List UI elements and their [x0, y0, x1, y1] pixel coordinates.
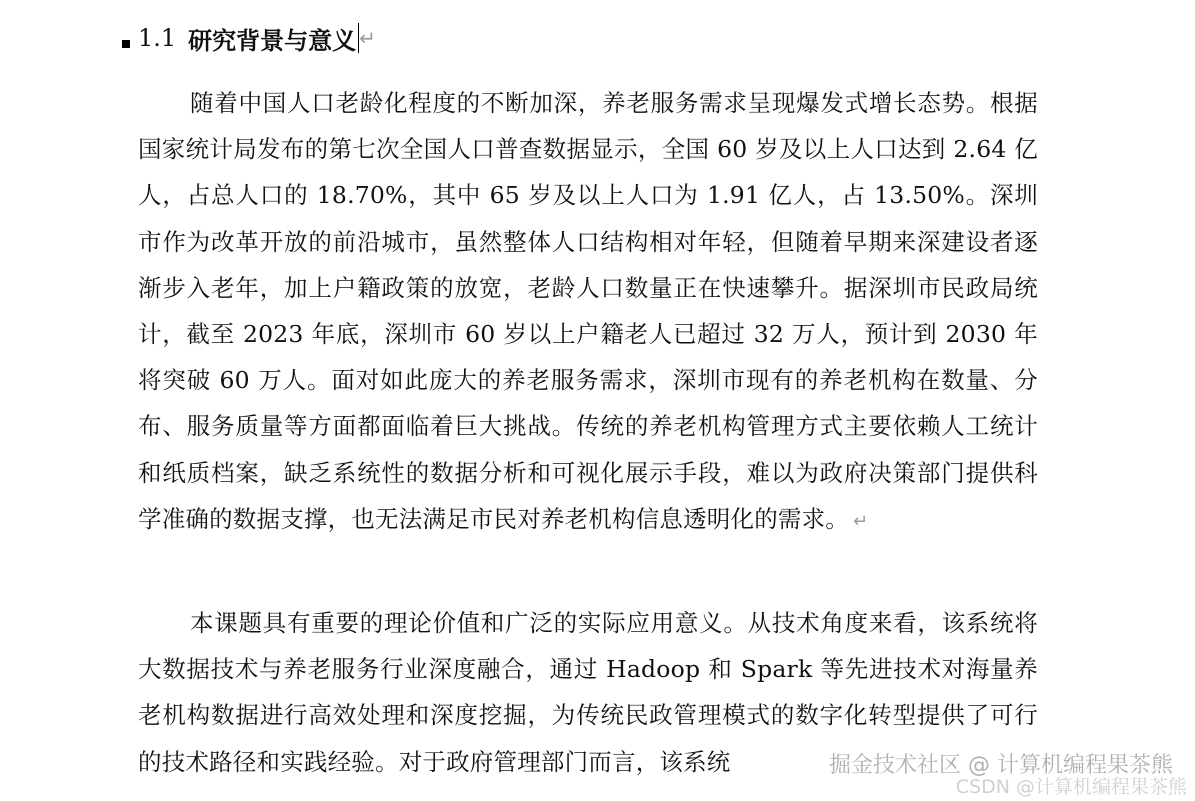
paragraph-return-icon: ↵: [359, 26, 376, 50]
paragraph-text: 本课题具有重要的理论价值和广泛的实际应用意义。从技术角度来看，该系统将大数据技术与养老服务行业深度融合，通过 Hadoop 和 Spark 等先进技术对海量养老机构数据进行高效处理和深度挖掘，为传统民政管理模式的数字化转型提供了可行的技术路径和实践经验。对于政府管理部门而言，该系统: [138, 609, 1038, 776]
heading-bullet-marker: [122, 40, 130, 48]
body-paragraph-background[interactable]: [138, 80, 1038, 545]
section-number: 1.1: [138, 24, 177, 52]
section-title[interactable]: 研究背景与意义: [188, 25, 357, 55]
paragraph-return-icon: ↵: [853, 510, 869, 532]
juejin-watermark: 掘金技术社区 @ 计算机编程果茶熊: [829, 753, 1173, 778]
paragraph-text: 随着中国人口老龄化程度的不断加深，养老服务需求呈现爆发式增长态势。根据国家统计局发布的第七次全国人口普查数据显示，全国 60 岁及以上人口达到 2.64 亿人，占总人口的 18.70%，其中 65 岁及以上人口为 1.91 亿人，占 13.50%。深圳市作为改革开放的前沿城市，虽然整体人口结构相对年轻，但随着早期来深建设者逐渐步入老年，加上户籍政策的放宽，老龄人口数量正在快速攀升。据深圳市民政局统计，截至 2023 年底，深圳市 60 岁以上户籍老人已超过 32 万人，预计到 2030 年将突破 60 万人。面对如此庞大的养老服务需求，深圳市现有的养老机构在数量、分布、服务质量等方面都面临着巨大挑战。传统的养老机构管理方式主要依赖人工统计和纸质档案，缺乏系统性的数据分析和可视化展示手段，难以为政府决策部门提供科学准确的数据支撑，也无法满足市民对养老机构信息透明化的需求。: [138, 89, 1038, 533]
csdn-watermark: CSDN @计算机编程果茶熊: [955, 776, 1187, 798]
section-heading: [122, 18, 376, 58]
